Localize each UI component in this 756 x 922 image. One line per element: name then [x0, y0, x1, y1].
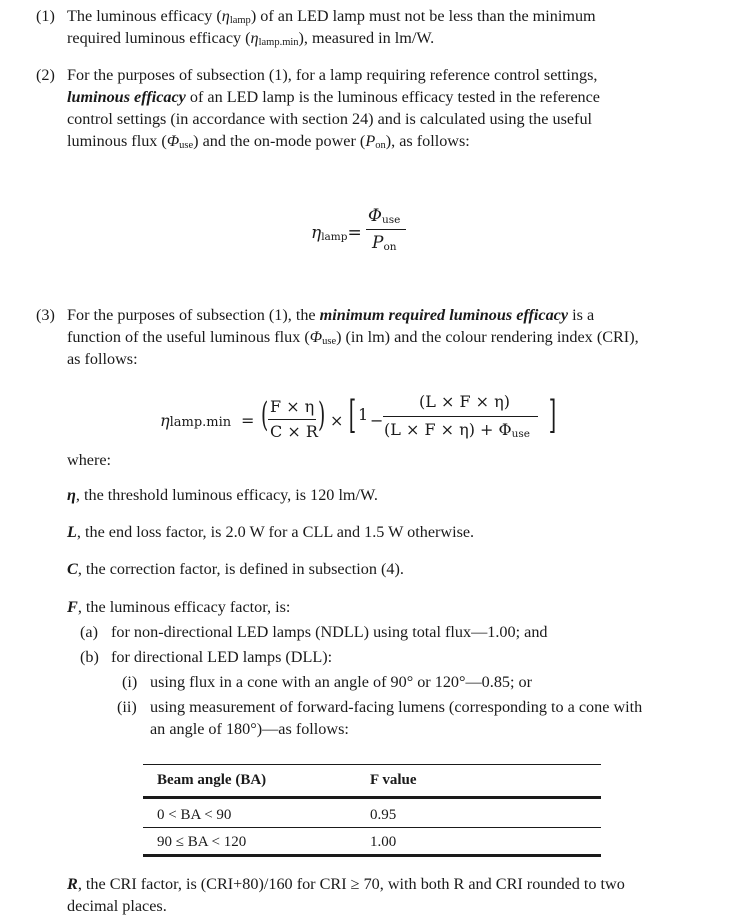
table-header-row [143, 764, 601, 798]
table-row [143, 798, 601, 828]
formula-2-frac2-num: (L × F × η) [419, 392, 510, 411]
table-cell-beam-angle: 0 < BA < 90 [157, 807, 232, 823]
table-row [143, 828, 601, 856]
definition-C: C, the correction factor, is defined in subsection (4). [67, 560, 404, 578]
paragraph-3-line-1: For the purposes of subsection (1), the minimum required luminous efficacy is a [67, 306, 595, 324]
list-label-i: (i) [122, 673, 138, 691]
defined-term: minimum required luminous efficacy [319, 306, 569, 324]
table-cell-beam-angle: 90 ≤ BA < 120 [157, 834, 247, 850]
formula-2-frac2-bar [383, 416, 538, 417]
paragraph-3 [36, 304, 736, 370]
list-item-ii-line-1: using measurement of forward-facing lumens (corresponding to a cone with [150, 698, 643, 716]
paragraph-2 [36, 64, 736, 152]
definition-eta: η, the threshold luminous efficacy, is 120 lm/W. [67, 486, 378, 504]
where-label: where: [67, 451, 112, 469]
list-label-b: (b) [80, 648, 99, 666]
list-item-b: for directional LED lamps (DLL): [111, 648, 333, 666]
list-label-ii: (ii) [117, 698, 137, 716]
list-item-i: using flux in a cone with an angle of 90° or 120°—0.85; or [150, 673, 533, 691]
definition-L: L, the end loss factor, is 2.0 W for a CLL and 1.5 W otherwise. [67, 523, 475, 541]
paragraph-3-line-2: function of the useful luminous flux $(\Phi_{use})$ (in lm) and the colour rendering index (CRI), [67, 328, 639, 347]
formula-1-lhs: $\eta_{lamp}=$ [311, 223, 362, 243]
formula-2-frac1-num: F × η [270, 397, 315, 416]
formula-1-numerator: $\Phi_{use}$ [368, 206, 401, 226]
formula-2-equals: = [241, 411, 255, 430]
definition-R-line-2: decimal places. [67, 897, 167, 915]
formula-2-lhs: ηlamp.min [160, 411, 232, 430]
paragraph-2-line-2: luminous efficacy of an LED lamp is the luminous efficacy tested in the reference [67, 88, 600, 106]
formula-1-fraction-bar [366, 229, 406, 230]
table-cell-f-value: 0.95 [370, 807, 397, 823]
paragraph-1 [36, 5, 736, 49]
formula-2-frac1-den: C × R [270, 422, 318, 441]
formula-2-right-bracket: ] [548, 393, 557, 437]
defined-term: luminous efficacy [67, 88, 186, 106]
paragraph-1-line-2: required luminous efficacy $(\eta_{lamp.min})$, measured in lm/W. [67, 29, 435, 48]
beam-angle-table [143, 764, 601, 857]
table-header-beam-angle: Beam angle (BA) [157, 772, 267, 788]
paragraph-3-line-3: as follows: [67, 350, 138, 368]
list-item-a: for non-directional LED lamps (NDLL) using total flux—1.00; and [111, 623, 548, 641]
formula-2-left-bracket: [ [348, 393, 357, 437]
table-header-f-value: F value [370, 772, 417, 788]
paragraph-3-number: (3) [36, 306, 55, 324]
table-cell-f-value: 1.00 [370, 834, 397, 850]
formula-2-minus: − [370, 411, 384, 430]
paragraph-2-line-1: For the purposes of subsection (1), for a lamp requiring reference control settings, [67, 66, 598, 84]
paragraph-1-line-1: The luminous efficacy $(\eta_{lamp})$ of an LED lamp must not be less than the minimum [67, 7, 596, 26]
paragraph-1-number: (1) [36, 7, 55, 25]
formula-1-denominator: $P_{on}$ [372, 233, 397, 253]
list-label-a: (a) [80, 623, 98, 641]
formula-2-left-paren: ( [260, 395, 269, 435]
formula-2-one: 1 [358, 405, 369, 424]
formula-2-frac2-den: $(L \times F \times \eta) + \Phi_{use}$ [384, 420, 531, 440]
paragraph-2-line-3: control settings (in accordance with section 24) and is calculated using the useful [67, 110, 593, 128]
definition-F: F, the luminous efficacy factor, is: [67, 598, 291, 616]
list-item-ii-line-2: an angle of 180°)—as follows: [150, 720, 349, 738]
formula-2-frac1-bar [268, 419, 316, 420]
formula-2-right-paren: ) [317, 395, 326, 435]
formula-2-times: × [330, 411, 344, 430]
paragraph-2-number: (2) [36, 66, 55, 84]
definition-R-line-1: R, the CRI factor, is (CRI+80)/160 for CRI ≥ 70, with both R and CRI rounded to two [67, 875, 625, 893]
paragraph-2-line-4: luminous flux $(\Phi_{use})$ and the on-mode power $(P_{on})$, as follows: [67, 132, 470, 151]
